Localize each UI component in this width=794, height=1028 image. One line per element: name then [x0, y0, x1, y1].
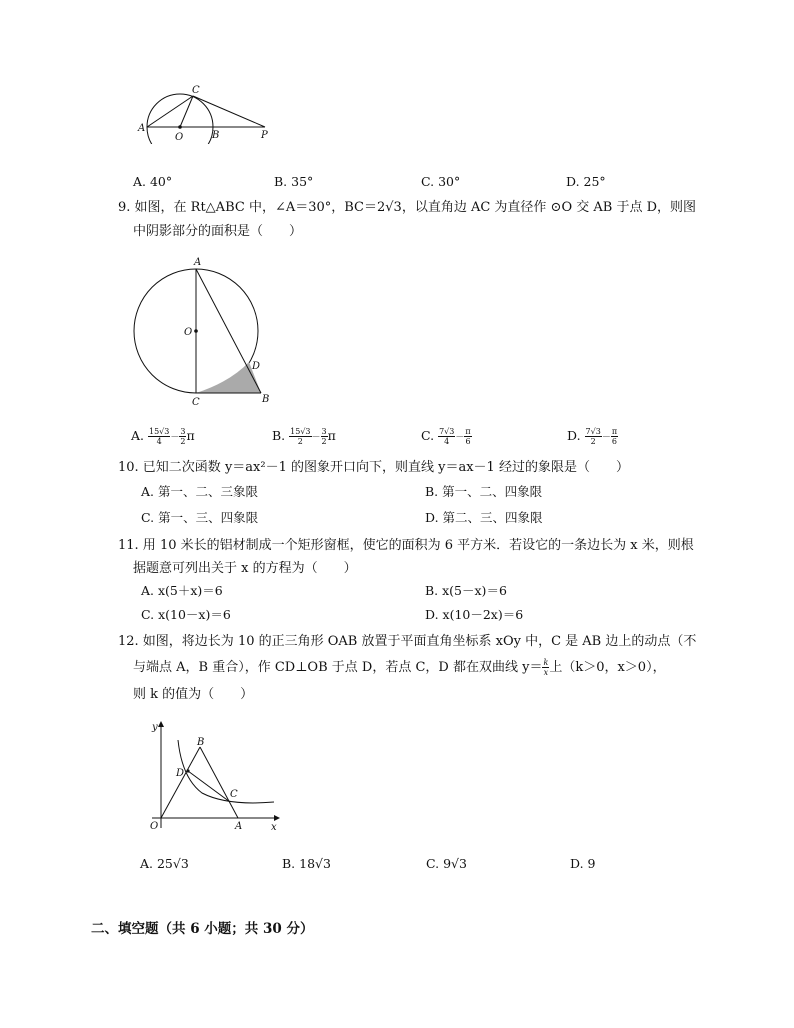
q11-option-c: C. x(10－x)＝6: [141, 607, 231, 622]
q9-option-c: C. $\frac{7√3}{4}$ － $\frac{\pi}{6}$: [421, 427, 471, 446]
q9-center-dot: [194, 329, 198, 333]
q11-option-b: B. x(5－x)＝6: [425, 583, 507, 598]
q8-option-c: C. 30°: [421, 174, 461, 189]
q11-stem-line1: 11. 用 10 米长的铝材制成一个矩形窗框，使它的面积为 6 平方米．若设它的一条边长为 x 米，则根: [118, 538, 694, 553]
q12-x-arrow: [274, 815, 280, 821]
q10-option-b: B. 第一、二、四象限: [425, 484, 543, 499]
q12-hyperbola: [178, 740, 274, 803]
q12-y-arrow: [158, 721, 164, 727]
q12-option-c: C. 9√3: [426, 856, 467, 871]
q8-option-d: D. 25°: [566, 174, 606, 189]
q12-label-c: C: [230, 789, 238, 800]
q8-label-p: P: [261, 130, 268, 141]
q10-option-a: A. 第一、二、三象限: [141, 484, 258, 499]
q8-label-b: B: [212, 130, 220, 141]
q9-label-b: B: [262, 394, 270, 405]
q9-label-o: O: [184, 327, 193, 338]
q12-label-x: x: [271, 822, 277, 833]
q8-option-b: B. 35°: [274, 174, 314, 189]
q12-stem-line3: 则 k 的值为（ ）: [133, 687, 254, 702]
q12-label-o: O: [150, 821, 159, 832]
q12-label-y: y: [152, 722, 158, 733]
q9-label-d: D: [252, 361, 261, 372]
q9-label-a: A: [194, 257, 202, 268]
q12-label-d: D: [176, 768, 185, 779]
q12-figure: [142, 718, 287, 836]
q12-option-d: D. 9: [570, 856, 596, 871]
q12-stem-line1: 12. 如图，将边长为 10 的正三角形 OAB 放置于平面直角坐标系 xOy 中，C 是 AB 边上的动点（不: [118, 634, 697, 649]
q10-stem: 10. 已知二次函数 y＝ax²－1 的图象开口向下，则直线 y＝ax－1 经过的象限是（ ）: [118, 460, 629, 475]
q12-option-a: A. 25√3: [140, 856, 189, 871]
q11-stem-line2: 据题意可列出关于 x 的方程为（ ）: [133, 561, 357, 576]
q12-line-ob: [161, 747, 200, 818]
q9-label-c: C: [192, 397, 200, 408]
q12-stem-line2: 与端点 A，B 重合），作 CD⊥OB 于点 D，若点 C，D 都在双曲线 y＝ $\frac{k}{x}$ 上（k＞0，x＞0），: [133, 658, 666, 677]
q8-label-o: O: [175, 132, 184, 143]
q12-option-b: B. 18√3: [282, 856, 331, 871]
q8-figure: [135, 82, 275, 144]
q9-option-b: B. $\frac{15√3}{2}$ － $\frac{3}{2}$ π: [272, 427, 336, 446]
q12-label-a: A: [235, 821, 243, 832]
q9-line-ab: [196, 269, 261, 393]
q8-line-cp: [193, 96, 265, 127]
q8-center-dot: [178, 125, 182, 129]
q12-point-d: [186, 769, 189, 772]
q12-label-b: B: [197, 737, 205, 748]
q10-option-c: C. 第一、三、四象限: [141, 510, 259, 525]
q8-option-a: A. 40°: [133, 174, 173, 189]
q11-option-d: D. x(10－2x)＝6: [425, 607, 524, 622]
q9-stem-line2: 中阴影部分的面积是（ ）: [133, 224, 303, 239]
q9-option-d: D. $\frac{7√3}{2}$ － $\frac{\pi}{6}$: [567, 427, 618, 446]
q10-option-d: D. 第二、三、四象限: [425, 510, 543, 525]
q9-option-a: A. $\frac{15√3}{4}$ － $\frac{3}{2}$ π: [131, 427, 195, 446]
section2-heading: 二、填空题（共 6 小题；共 30 分）: [91, 921, 314, 937]
q8-label-c: C: [192, 85, 200, 96]
q12-line-cd: [188, 771, 230, 802]
q9-figure: [128, 254, 278, 410]
q11-option-a: A. x(5＋x)＝6: [141, 583, 223, 598]
q12-line-ba: [200, 747, 238, 818]
q8-label-a: A: [138, 123, 146, 134]
q9-stem-line1: 9. 如图，在 Rt△ABC 中，∠A＝30°，BC＝2√3，以直角边 AC 为直径作 ⊙O 交 AB 于点 D，则图: [118, 200, 697, 215]
